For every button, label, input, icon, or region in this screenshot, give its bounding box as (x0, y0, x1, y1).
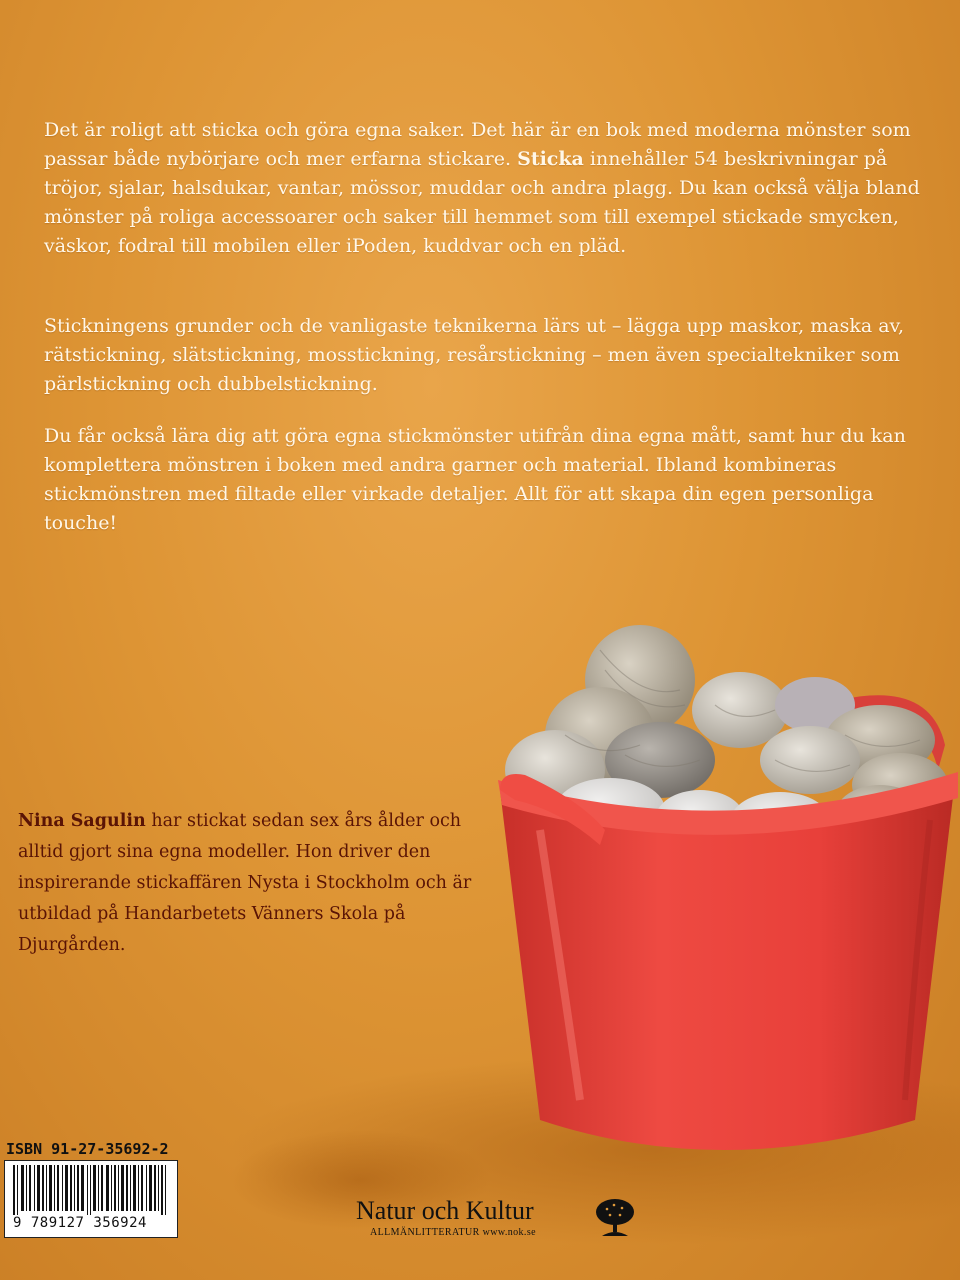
barcode-number: 9 789127 356924 (13, 1215, 147, 1231)
publisher-logo: Natur och Kultur (356, 1196, 534, 1225)
author-bio-text: har stickat sedan sex års ålder och alltid gjort sina egna modeller. Hon driver den inspirerande stickaffären Nysta i Stockholm och är utbildad på Handarbetets Vänners Skola på Djurgården. (18, 811, 472, 955)
barcode (4, 1160, 178, 1238)
book-title-bold: Sticka (517, 148, 584, 170)
barcode-bars (13, 1165, 169, 1215)
author-name: Nina Sagulin (18, 811, 146, 831)
author-bio (18, 806, 488, 961)
description-paragraph-2: Stickningens grunder och de vanligaste teknikerna lärs ut – lägga upp maskor, maska av, rätstickning, slätstickning, mosstickning, resårstickning – men även specialtekniker som pärlstickning och dubbelstickning. (44, 315, 905, 395)
description-rest: innehåller 54 beskrivningar på tröjor, sjalar, halsdukar, vantar, mössor, muddar och andra plagg. Du kan också välja bland mönster på roliga accessoarer och saker till hemmet som till exempel stickade smycken, väskor, fodral till mobilen eller iPoden, kuddvar och en pläd. (44, 148, 920, 257)
isbn-label: ISBN 91-27-35692-2 (6, 1140, 169, 1158)
publisher-subline: ALLMÄNLITTERATUR www.nok.se (370, 1227, 536, 1238)
description-lead: Det är roligt att sticka och göra egna saker. Det här är en bok med moderna mönster som passar både nybörjare och mer erfarna stickare. (44, 119, 911, 170)
tree-logo-icon (594, 1198, 636, 1238)
description-paragraph-3: Du får också lära dig att göra egna stickmönster utifrån dina egna mått, samt hur du kan komplettera mönstren i boken med andra garner och material. Ibland kombineras stickmönstren med filtade eller virkade detaljer. Allt för att skapa din egen personliga touche! (44, 425, 906, 534)
